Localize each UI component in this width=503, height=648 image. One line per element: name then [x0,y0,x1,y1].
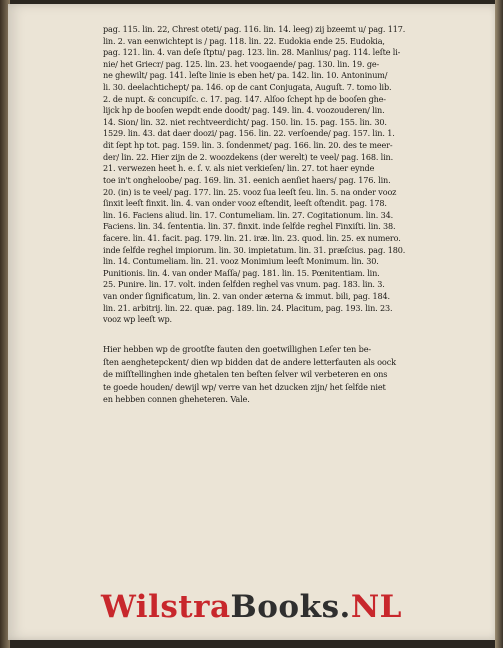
errata-line: vooz wp leeſt wp. [103,314,172,325]
errata-line: 1529. lin. 43. dat daer doozi/ pag. 156. lin. 22. verſoende/ pag. 157. lin. 1. [103,128,395,139]
errata-line: facere. lin. 41. facit. pag. 179. lin. 21. iræ. lin. 23. quod. lin. 25. ex numero. [103,232,401,243]
errata-line: van onder ſignificatum, lin. 2. van onder æterna & immut. bili, pag. 184. [103,291,390,302]
errata-line: 25. Punire. lin. 17. volt. inden ſelfden reghel vas vnum. pag. 183. lin. 3. [103,279,385,290]
errata-line: lin. 14. Contumeliam. lin. 21. vooz Monimium leeſt Monimum. lin. 30. [103,256,379,267]
errata-line: inde ſelfde reghel impiorum. lin. 30. impietatum. lin. 31. præſcius. pag. 180. [103,244,406,255]
errata-line: pag. 121. lin. 4. van deſe ſtptu/ pag. 123. lin. 28. Manlius/ pag. 114. leſte li- [103,47,401,58]
errata-line: nie/ het Griecr/ pag. 125. lin. 23. het voogaende/ pag. 130. lin. 19. ge- [103,58,380,69]
closing-line: te goede houden/ dewijl wp/ verre van het dzucken zijn/ het ſelfde niet [103,381,386,392]
book-right-edge [495,0,503,648]
errata-line: lin. 16. Faciens aliud. lin. 17. Contumeliam. lin. 27. Cogitationum. lin. 34. [103,209,393,220]
watermark-part-c: NL [350,589,402,625]
errata-line: Faciens. lin. 34. ſententia. lin. 37. finxit. inde ſelfde reghel Finxiſti. lin. 38. [103,221,396,232]
errata-line: 14. Sion/ lin. 32. niet rechtveerdicht/ pag. 150. lin. 15. pag. 155. lin. 30. [103,116,387,127]
errata-line: dit ſept hp tot. pag. 159. lin. 3. ſondenmet/ pag. 166. lin. 20. des te meer- [103,140,393,151]
closing-note [103,343,465,406]
watermark-part-b: Books. [230,589,351,625]
watermark-part-a: Wilstra [101,589,231,625]
closing-line: Hier hebben wp de grootſte fauten den goetwillighen Leſer ten be- [103,344,372,354]
errata-line: lin. 21. arbitrij. lin. 22. quæ. pag. 189. lin. 24. Placitum, pag. 193. lin. 23. [103,302,393,313]
errata-line: ſinxit leeſt finxit. lin. 4. van onder vooz eſtendit, leeſt oſtendit. pag. 178. [103,198,387,209]
closing-line: ſten aenghetepckent/ dien wp bidden dat de andere letterfauten als oock [103,356,396,367]
errata-line: 21. verwezen heet h. e. ſ. v. als niet verkieſen/ lin. 27. tot haer eynde [103,163,375,174]
errata-line: 2. de nupt. & concupiſc. c. 17. pag. 147. Alſoo ſchept hp de booſen ghe- [103,93,386,104]
errata-line: lijck hp de booſen wepdt ende doodt/ pag. 149. lin. 4. voozouderen/ lin. [103,105,385,116]
watermark-logo [0,590,503,624]
errata-line: 20. (in) is te veel/ pag. 177. lin. 25. vooz ſua leeſt ſeu. lin. 5. na onder vooz [103,186,397,197]
errata-line: li. 30. deelachtichept/ pa. 146. op de cant Conjugata, Auguſt. 7. tomo lib. [103,82,392,93]
closing-line: de miſſtellinghen inde ghetalen ten beſten ſelver wil verbeteren en ons [103,369,388,380]
errata-line: toe in't ongheloobe/ pag. 169. lin. 31. eenich aenſiet haers/ pag. 176. lin. [103,174,391,185]
errata-line: ne ghewilt/ pag. 141. leſte linie is eben het/ pa. 142. lin. 10. Antoninum/ [103,70,388,81]
errata-text-block [103,24,465,326]
errata-line: lin. 2. van eenwichtept is / pag. 118. lin. 22. Eudokia ende 25. Eudokia, [103,35,385,46]
errata-line: Punitionis. lin. 4. van onder Maſſa/ pag. 181. lin. 15. Pœnitentiam. lin. [103,267,380,278]
errata-line: der/ lin. 22. Hier zijn de 2. woozdekens (der werelt) te veel/ pag. 168. lin. [103,151,394,162]
errata-line: pag. 115. lin. 22, Chrest oteti/ pag. 116. lin. 14. leeg) zij bzeemt u/ pag. 117. [103,24,406,34]
closing-line: en hebben connen gheheteren. Vale. [103,394,250,405]
